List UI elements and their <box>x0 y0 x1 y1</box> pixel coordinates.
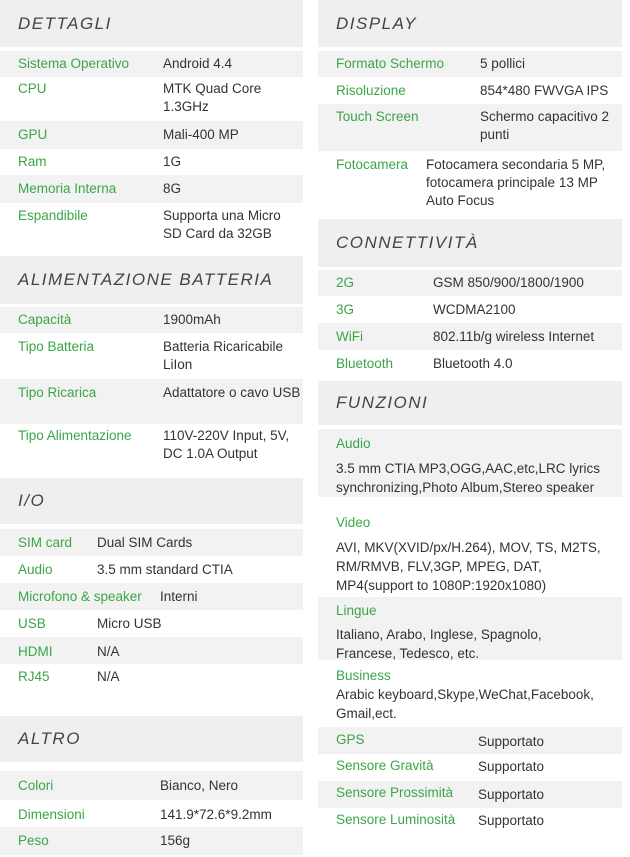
section-header-funzioni: FUNZIONI <box>318 381 622 425</box>
spec-row <box>0 379 303 424</box>
spec-row <box>318 727 622 754</box>
spec-row <box>0 333 303 379</box>
spec-row <box>0 175 303 203</box>
spec-value: Schermo capacitivo 2 punti <box>480 109 610 142</box>
spec-row <box>318 151 622 213</box>
spec-value: Dual SIM Cards <box>97 535 193 550</box>
section-header-connettivita: CONNETTIVITÀ <box>318 219 622 267</box>
spec-row <box>0 827 303 855</box>
spec-label: Risoluzione <box>336 83 406 98</box>
feature-value: 3.5 mm CTIA MP3,OGG,AAC,etc,LRC lyrics synchronizing,Photo Album,Stereo speaker <box>336 461 601 495</box>
spec-value: Interni <box>160 589 198 604</box>
spec-row <box>0 556 303 583</box>
section-header-alimentazione: ALIMENTAZIONE BATTERIA <box>0 256 303 304</box>
spec-value: Supportato <box>478 787 545 802</box>
spec-row <box>0 610 303 637</box>
spec-value: Supporta una Micro SD Card da 32GB <box>163 208 281 241</box>
spec-value: 8G <box>163 181 182 196</box>
spec-row <box>318 754 622 781</box>
spec-row <box>318 808 622 835</box>
spec-row <box>0 664 303 691</box>
spec-value: Micro USB <box>97 616 162 631</box>
spec-row <box>0 771 303 800</box>
spec-row <box>318 51 622 77</box>
spec-row <box>0 149 303 175</box>
spec-row <box>318 270 622 296</box>
spec-label: Fotocamera <box>336 157 409 172</box>
feature-block <box>318 663 622 727</box>
feature-block <box>318 597 622 660</box>
spec-row <box>0 637 303 664</box>
spec-value: 802.11b/g wireless Internet <box>433 329 595 344</box>
spec-row <box>0 121 303 149</box>
spec-value: 5 pollici <box>480 56 526 71</box>
spec-row <box>0 77 303 121</box>
spec-label: WiFi <box>336 329 363 344</box>
spec-value: Bluetooth 4.0 <box>433 356 513 371</box>
spec-label: Bluetooth <box>336 356 394 371</box>
spec-value: 110V-220V Input, 5V, DC 1.0A Output <box>163 428 290 461</box>
spec-value: 141.9*72.6*9.2mm <box>160 807 272 822</box>
spec-row <box>0 529 303 556</box>
spec-value: Mali-400 MP <box>163 127 239 142</box>
feature-label: Business <box>336 668 391 683</box>
spec-label: Formato Schermo <box>336 56 445 71</box>
spec-value: Bianco, Nero <box>160 778 239 793</box>
feature-label: Video <box>336 515 371 530</box>
spec-value: 1900mAh <box>163 312 221 327</box>
spec-row <box>0 800 303 827</box>
spec-label: GPS <box>336 732 365 747</box>
feature-block <box>318 508 622 594</box>
spec-label: HDMI <box>18 644 53 659</box>
spec-value: Adattatore o cavo USB <box>163 385 301 400</box>
spec-row <box>0 583 303 610</box>
spec-label: Sistema Operativo <box>18 56 130 71</box>
spec-label: Espandibile <box>18 208 88 223</box>
spec-value: Android 4.4 <box>163 56 233 71</box>
spec-label: GPU <box>18 127 48 142</box>
spec-label: Peso <box>18 833 49 848</box>
spec-value: MTK Quad Core 1.3GHz <box>163 81 262 114</box>
spec-value: WCDMA2100 <box>433 302 516 317</box>
spec-label: Sensore Prossimità <box>336 785 454 800</box>
feature-value: Italiano, Arabo, Inglese, Spagnolo, Francese, Tedesco, etc. <box>336 627 542 661</box>
spec-row <box>0 424 303 472</box>
spec-row <box>318 781 622 808</box>
section-header-io: I/O <box>0 478 303 524</box>
feature-block <box>318 429 622 497</box>
spec-value: Fotocamera secondaria 5 MP, fotocamera principale 13 MP Auto Focus <box>426 157 606 208</box>
spec-label: Capacità <box>18 312 72 327</box>
spec-label: Microfono & speaker <box>18 589 142 604</box>
spec-row <box>0 51 303 77</box>
spec-label: 3G <box>336 302 355 317</box>
spec-label: Sensore Luminosità <box>336 812 456 827</box>
spec-label: USB <box>18 616 46 631</box>
section-header-altro: ALTRO <box>0 716 303 762</box>
spec-value: Supportato <box>478 734 545 749</box>
spec-value: 3.5 mm standard CTIA <box>97 562 233 577</box>
left-column <box>0 0 303 855</box>
right-column <box>318 0 622 835</box>
spec-row <box>318 296 622 323</box>
feature-label: Lingue <box>336 603 377 618</box>
spec-value: N/A <box>97 669 120 684</box>
spec-label: Touch Screen <box>336 109 419 124</box>
spec-value: GSM 850/900/1800/1900 <box>433 275 584 290</box>
feature-value: AVI, MKV(XVID/px/H.264), MOV, TS, M2TS, RM/RMVB, FLV,3GP, MPEG, DAT, MP4(support to 1080P:1920x1080) <box>336 540 601 593</box>
spec-value: 156g <box>160 833 191 848</box>
spec-label: Memoria Interna <box>18 181 117 196</box>
spec-label: Sensore Gravità <box>336 758 434 773</box>
section-header-display: DISPLAY <box>318 0 622 47</box>
spec-value: Supportato <box>478 813 545 828</box>
spec-row <box>318 350 622 377</box>
section-header-dettagli: DETTAGLI <box>0 0 303 47</box>
spec-label: CPU <box>18 81 47 96</box>
spec-row <box>318 77 622 104</box>
spec-label: RJ45 <box>18 669 50 684</box>
spec-row <box>318 323 622 350</box>
feature-label: Audio <box>336 436 371 451</box>
spec-value: Batteria Ricaricabile LiIon <box>163 339 284 372</box>
spec-label: Tipo Ricarica <box>18 385 97 400</box>
spec-label: Dimensioni <box>18 807 85 822</box>
spec-value: 1G <box>163 154 182 169</box>
spec-label: Ram <box>18 154 47 169</box>
spec-value: Supportato <box>478 759 545 774</box>
spec-value: N/A <box>97 644 120 659</box>
spec-value: 854*480 FWVGA IPS <box>480 83 609 98</box>
spec-label: 2G <box>336 275 355 290</box>
spec-row <box>0 203 303 249</box>
spec-label: Colori <box>18 778 54 793</box>
spec-label: SIM card <box>18 535 73 550</box>
spec-label: Tipo Alimentazione <box>18 428 132 443</box>
feature-value: Arabic keyboard,Skype,WeChat,Facebook,Gmail,ect. <box>336 687 594 721</box>
spec-label: Tipo Batteria <box>18 339 95 354</box>
spec-row <box>0 307 303 333</box>
spec-label: Audio <box>18 562 53 577</box>
spec-row <box>318 104 622 151</box>
